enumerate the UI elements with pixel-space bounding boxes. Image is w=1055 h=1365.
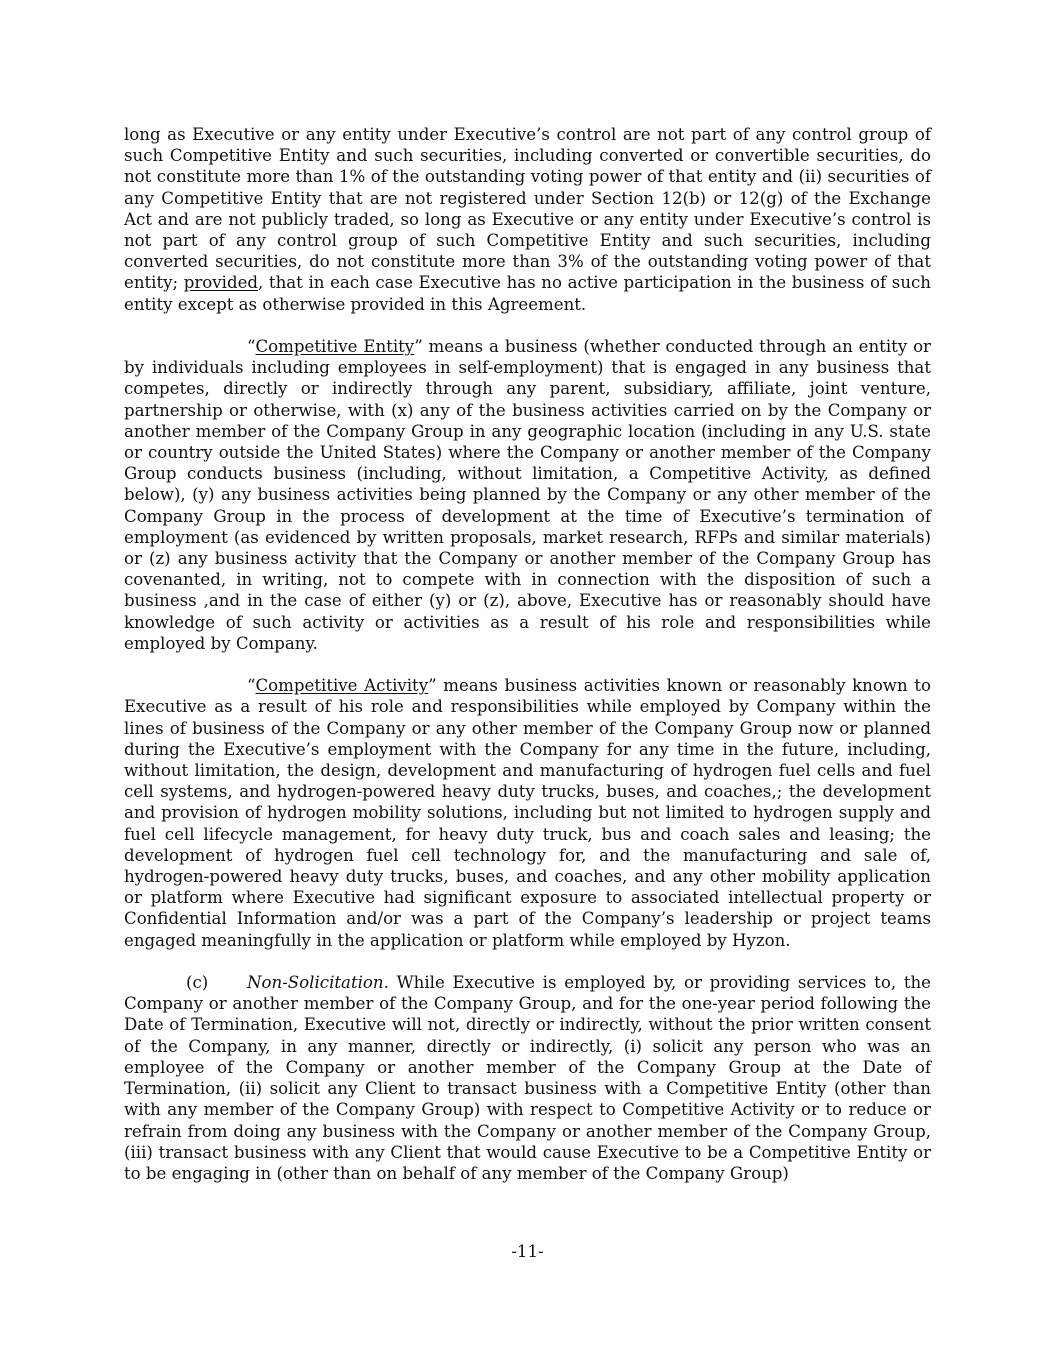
paragraph-non-solicitation — [124, 972, 931, 1184]
paragraph-securities-exception — [124, 124, 931, 315]
page-number: -11- — [511, 1242, 544, 1261]
paragraph-text: While Executive is employed by, or providing services to, the Company or another member of the Company Group, and for the one-year period following the Date of Termination, Executive will not, directly or indirectly, without the prior written consent of the Company, in any manner, directly or indirectly, (i) solicit any person who was an employee of the Company or another member of the Company Group at the Date of Termination, (ii) solicit any Client to transact business with a Competitive Entity (other than with any member of the Company Group) with respect to Competitive Activity or to reduce or refrain from doing any business with the Company or another member of the Company Group, (iii) transact business with any Client that would cause Executive to be a Competitive Entity or to be engaging in (other than on behalf of any member of the Company Group) — [124, 973, 931, 1183]
paragraph-competitive-entity — [124, 336, 931, 654]
section-heading: Non-Solicitation. — [247, 973, 389, 993]
section-label: (c) — [186, 973, 209, 993]
provided-term: provided — [183, 273, 259, 293]
paragraph-text: ” means a business (whether conducted through an entity or by individuals including employees in self-employment) that is engaged in any business that competes, directly or indirectly through any parent, subsidiary, affiliate, joint venture, partnership or otherwise, with (x) any of the business activities carried on by the Company or another member of the Company Group in any geographic location (including in any U.S. state or country outside the United States) where the Company or another member of the Company Group conducts business (including, without limitation, a Competitive Activity, as defined below), (y) any business activities being planned by the Company or any other member of the Company Group in the process of development at the time of Executive’s termination of employment (as evidenced by written proposals, market research, RFPs and similar materials) or (z) any business activity that the Company or another member of the Company Group has covenanted, in writing, not to compete with in connection with the disposition of such a business ,and in the case of either (y) or (z), above, Executive has or reasonably should have knowledge of such activity or activities as a result of his role and responsibilities while employed by Company. — [124, 337, 931, 653]
document-page — [124, 124, 931, 1184]
open-quote: “ — [247, 337, 256, 357]
paragraph-text: ” means business activities known or reasonably known to Executive as a result of his role and responsibilities while employed by Company within the lines of business of the Company or any other member of the Company Group now or planned during the Executive’s employment with the Company for any time in the future, including, without limitation, the design, development and manufacturing of hydrogen fuel cells and fuel cell systems, and hydrogen-powered heavy duty trucks, buses, and coaches,; the development and provision of hydrogen mobility solutions, including but not limited to hydrogen supply and fuel cell lifecycle management, for heavy duty truck, bus and coach sales and leasing; the development of hydrogen fuel cell technology for, and the manufacturing and sale of, hydrogen-powered heavy duty trucks, buses, and coaches, and any other mobility application or platform where Executive had significant exposure to associated intellectual property or Confidential Information and/or was a part of the Company’s leadership or project teams engaged meaningfully in the application or platform while employed by Hyzon. — [124, 676, 931, 950]
open-quote: “ — [247, 676, 256, 696]
defined-term-competitive-entity: Competitive Entity — [255, 337, 415, 357]
paragraph-text: long as Executive or any entity under Executive’s control are not part of any control group of such Competitive Entity and such securities, including converted or convertible securities, do not constitute more than 1% of the outstanding voting power of that entity and (ii) securities of any Competitive Entity that are not registered under Section 12(b) or 12(g) of the Exchange Act and are not publicly traded, so long as Executive or any entity under Executive’s control is not part of any control group of such Competitive Entity and such securities, including converted securities, do not constitute more than 3% of the outstanding voting power of that entity; — [124, 125, 931, 293]
paragraph-text-tail: , that in each case Executive has no active participation in the business of such entity except as otherwise provided in this Agreement. — [124, 273, 931, 314]
paragraph-competitive-activity — [124, 675, 931, 951]
defined-term-competitive-activity: Competitive Activity — [255, 676, 429, 696]
